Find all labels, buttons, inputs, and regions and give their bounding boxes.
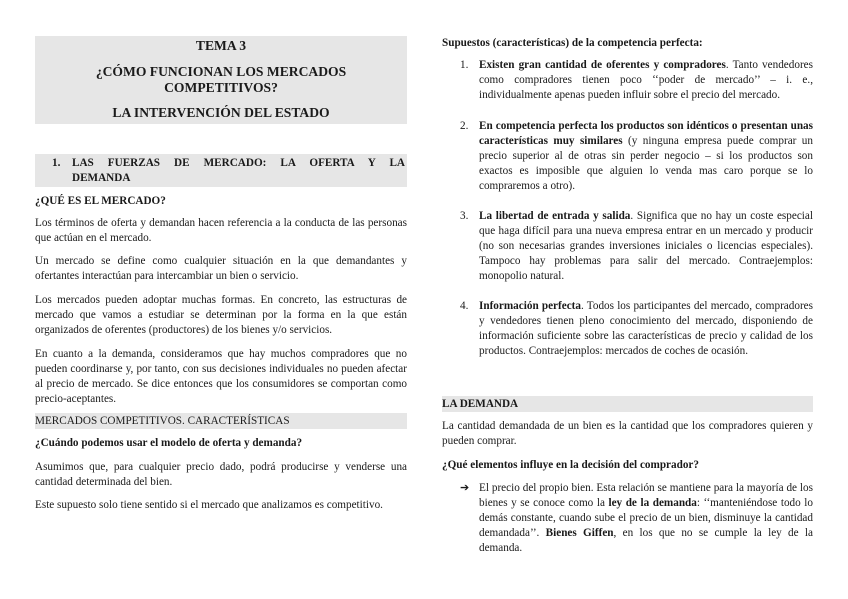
item-text (479, 119, 813, 194)
item-body: (y ninguna empresa puede comprar un precio superior al de otras sin perder negocio – si los productos son exactos es imposible que alguien lo venda mas caro porque se lo compraremos a otro). (479, 135, 813, 192)
item-bold: Existen gran cantidad de oferentes y compradores (479, 59, 726, 71)
para-cantidad-demandada: La cantidad demandada de un bien es la cantidad que los compradores quieren y pueden comprar. (442, 420, 813, 447)
demanda-heading-bar (442, 396, 813, 412)
ley-demanda-bold: ley de la demanda (608, 497, 697, 509)
que-es-heading: ¿QUÉ ES EL MERCADO? (35, 195, 166, 207)
item-body: . Todos los participantes del mercado, compradores y vendedores tienen pleno conocimiento del mercado, disponiendo de información suficiente sobre las características de precio y calidad de los productos. Contraejemplos: mercados de coches de ocasión. (479, 300, 813, 357)
title-block (35, 36, 407, 124)
title-question-line1: ¿CÓMO FUNCIONAN LOS MERCADOS (95, 64, 347, 79)
item-bold: La libertad de entrada y salida (479, 210, 631, 222)
cuando-heading: ¿Cuándo podemos usar el modelo de oferta y demanda? (35, 437, 303, 449)
item-body: . Significa que no hay un coste especial que haga difícil para una nueva empresa entrar en un mercado y producir (no son necesarias grandes inversiones iniciales o licencias especiales). Tampoco hay problemas para salir del mercado. Contraejemplos: monopolio natural. (479, 210, 813, 282)
section1-title-line1: LAS FUERZAS DE MERCADO: LA OFERTA Y LA (72, 157, 405, 169)
bullet-text-c: : ‘‘manteniéndose todo lo demás constante, cuando sube el precio de un bien, disminuye la cantidad demandada’’. (479, 497, 813, 539)
section1-number: 1. (52, 157, 61, 169)
title-subtitle: LA INTERVENCIÓN DEL ESTADO (112, 105, 330, 120)
item-body: . Tanto vendedores como compradores tienen poco ‘‘poder de mercado’’ – i. e., individualmente apenas pueden influir sobre el precio del mercado. (479, 59, 813, 101)
title-question-line2: COMPETITIVOS? (164, 80, 278, 95)
item-number: 3. (460, 210, 469, 222)
supuestos-heading: Supuestos (características) de la competencia perfecta: (442, 37, 703, 49)
para-supuesto: Este supuesto solo tiene sentido si el mercado que analizamos es competitivo. (35, 499, 383, 511)
section1-title-line2: DEMANDA (72, 172, 131, 184)
para-mercado-define: Un mercado se define como cualquier situación en la que demandantes y ofertantes interactúan para intercambiar un bien o servicio. (35, 255, 407, 282)
bullet-text-e: , en los que no se cumple la ley de la demanda. (479, 527, 814, 554)
item-text (479, 299, 813, 359)
item-bold: En competencia perfecta los productos son idénticos o presentan unas características muy similares (479, 120, 813, 147)
item-text (479, 209, 813, 284)
bienes-giffen-bold: Bienes Giffen (545, 527, 614, 539)
elementos-heading: ¿Qué elementos influye en la decisión del comprador? (442, 459, 699, 471)
title-tema: TEMA 3 (195, 38, 247, 53)
bullet-precio (479, 481, 813, 556)
arrow-icon: ➔ (460, 482, 470, 494)
para-demanda: En cuanto a la demanda, consideramos que hay muchos compradores que no pueden coordinarse y, por tanto, con sus decisiones individuales no pueden afectar al precio de mercado. Se dice entonces que los consumidores se comportan como precio-aceptantes. (35, 348, 407, 405)
item-text (479, 58, 813, 103)
item-number: 1. (460, 59, 469, 71)
item-number: 2. (460, 120, 469, 132)
para-asumimos: Asumimos que, para cualquier precio dado, podrá producirse y venderse una cantidad determinada del bien. (35, 461, 407, 488)
para-formas: Los mercados pueden adoptar muchas formas. En concreto, las estructuras de mercado que vamos a estudiar se determinan por la forma en la que están organizados de oferentes (productores) de los bienes y/o servicios. (35, 294, 407, 336)
bullet-text-a: El precio del propio bien. Esta relación se mantiene para la mayoría de los bienes y se conoce como la (479, 482, 813, 509)
item-bold: Información perfecta (479, 300, 581, 312)
mercados-heading: MERCADOS COMPETITIVOS. CARACTERÍSTICAS (35, 415, 290, 427)
para-terminos: Los términos de oferta y demandan hacen referencia a la conducta de las personas que actúan en el mercado. (35, 217, 407, 244)
section1-heading (35, 154, 407, 187)
demanda-heading: LA DEMANDA (442, 398, 519, 410)
mercados-heading-bar (35, 413, 407, 429)
item-number: 4. (460, 300, 469, 312)
